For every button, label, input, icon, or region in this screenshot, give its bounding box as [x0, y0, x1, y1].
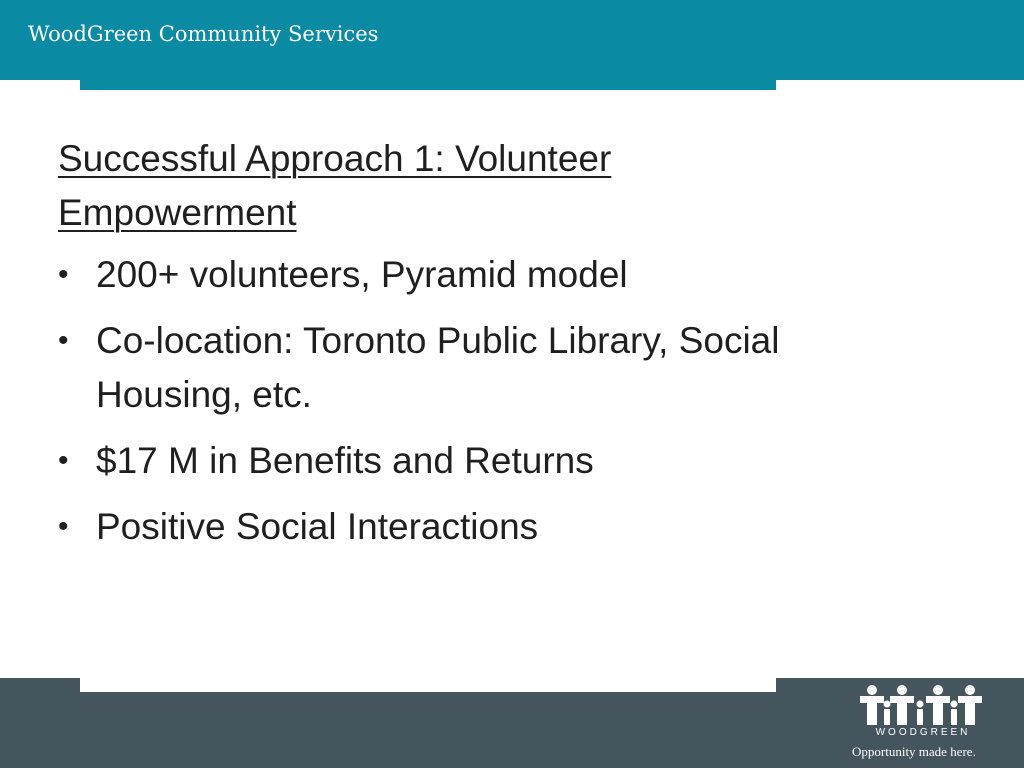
people-figures-icon: [858, 684, 986, 726]
bullet-item: [58, 434, 918, 488]
bullet-item: [58, 248, 918, 302]
bullet-item: [58, 314, 918, 422]
bullet-text: 200+ volunteers, Pyramid model: [96, 254, 628, 295]
slide-heading: Successful Approach 1: Volunteer Empowerment: [58, 138, 612, 233]
bullet-text: Co-location: Toronto Public Library, Social Housing, etc.: [96, 320, 780, 415]
bullet-text: Positive Social Interactions: [96, 506, 539, 547]
org-name: WoodGreen Community Services: [28, 22, 379, 46]
header-accent-bar: [80, 80, 776, 90]
bullet-icon: •: [58, 324, 69, 357]
bullet-icon: •: [58, 510, 69, 543]
bullet-text: $17 M in Benefits and Returns: [96, 440, 594, 481]
tagline: Opportunity made here.: [852, 744, 976, 759]
header-band: [0, 0, 1024, 80]
bullet-item: [58, 500, 918, 554]
bullet-icon: •: [58, 444, 69, 477]
footer-accent-bar: [80, 678, 776, 692]
bullet-icon: •: [58, 258, 69, 291]
bullet-list: [58, 248, 918, 554]
woodgreen-logo: [848, 682, 1008, 764]
slide-content: [58, 132, 918, 566]
logo-wordmark: WOODGREEN: [875, 727, 971, 738]
